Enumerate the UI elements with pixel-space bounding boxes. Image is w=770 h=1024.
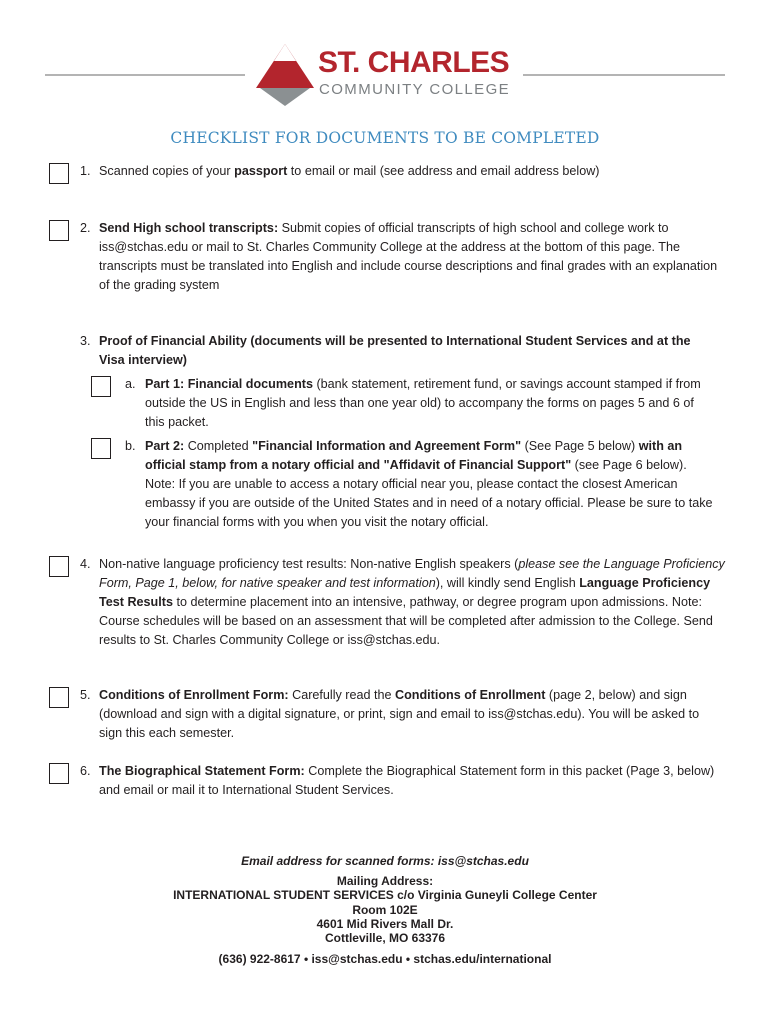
page-title: CHECKLIST FOR DOCUMENTS TO BE COMPLETED xyxy=(170,129,600,147)
checkbox-biographical-statement[interactable] xyxy=(49,763,69,784)
header-rule-right xyxy=(523,74,725,76)
header-rule-left xyxy=(45,74,245,76)
list-item-3: 3. Proof of Financial Ability (documents will be presented to International Student Services and at the Visa interview) xyxy=(80,334,691,367)
item-number: 1. xyxy=(80,164,91,178)
item-number: 2. xyxy=(80,221,91,235)
college-logo xyxy=(256,42,526,108)
item-letter: a. xyxy=(125,377,136,391)
checkbox-financial-part1[interactable] xyxy=(91,376,111,397)
footer-address-line-4: Cottleville, MO 63376 xyxy=(324,931,446,945)
checkbox-conditions-enrollment[interactable] xyxy=(49,687,69,708)
list-item-3a: a. Part 1: Financial documents (bank statement, retirement fund, or savings account stamped if from outside the US in English and less than one year old) to accompany the forms on pages 5 and 6 of this packet. xyxy=(125,377,701,429)
item-number: 5. xyxy=(80,688,91,702)
footer-email-line: Email address for scanned forms: iss@stchas.edu xyxy=(241,854,529,868)
item-letter: b. xyxy=(125,439,136,453)
item-number: 6. xyxy=(80,764,91,778)
list-item-1: 1. Scanned copies of your passport to email or mail (see address and email address below) xyxy=(80,162,730,181)
list-item-2: 2. Send High school transcripts: Submit copies of official transcripts of high school and college work to iss@stchas.edu or mail to St. Charles Community College at the address at the bottom of this page. The transcripts must be translated into English and include course descriptions and final grades with an explanation of the grading system xyxy=(80,221,718,292)
footer-contact-line: (636) 922-8617 • iss@stchas.edu • stchas.edu/international xyxy=(218,952,552,966)
logo-subtitle: COMMUNITY COLLEGE xyxy=(319,81,511,98)
footer-address-line-2: Room 102E xyxy=(352,903,418,917)
logo-name: ST. CHARLES xyxy=(318,46,510,79)
list-item-6: 6. The Biographical Statement Form: Complete the Biographical Statement form in this packet (Page 3, below) and email or mail it to International Student Services. xyxy=(80,764,715,797)
checkbox-passport[interactable] xyxy=(49,163,69,184)
footer-mailing-label: Mailing Address: xyxy=(336,874,434,888)
checkbox-language-proficiency[interactable] xyxy=(49,556,69,577)
list-item-3b: b. Part 2: Completed "Financial Information and Agreement Form" (See Page 5 below) with an official stamp from a notary official and "Affidavit of Financial Support" (see Page 6 below). Note: If you are unable to access a notary official near you, please contact the closest American embassy if you are outside of the United States and in need of a notary official. Please be sure to take your financial forms with you when you visit the notary official. xyxy=(125,439,713,529)
checkbox-financial-part2[interactable] xyxy=(91,438,111,459)
footer-address-line-1: INTERNATIONAL STUDENT SERVICES c/o Virginia Guneyli College Center xyxy=(173,888,597,902)
footer-address-line-3: 4601 Mid Rivers Mall Dr. xyxy=(316,917,454,931)
list-item-5: 5. Conditions of Enrollment Form: Carefully read the Conditions of Enrollment (page 2, below) and sign (download and sign with a digital signature, or print, sign and email to iss@stchas.edu). You will be asked to sign this each semester. xyxy=(80,688,700,740)
checkbox-transcripts[interactable] xyxy=(49,220,69,241)
item-number: 3. xyxy=(80,334,91,348)
item-number: 4. xyxy=(80,557,91,571)
logo-mark-icon xyxy=(256,42,318,108)
list-item-4: 4. Non-native language proficiency test results: Non-native English speakers (please see the Language Proficiency Form, Page 1, below, for native speaker and test information), will kindly send English Language Proficiency Test Results to determine placement into an intensive, pathway, or degree program upon admissions. Note: Course schedules will be based on an assessment that will be completed after admission to the College. Send results to St. Charles Community College or iss@stchas.edu. xyxy=(80,557,725,647)
